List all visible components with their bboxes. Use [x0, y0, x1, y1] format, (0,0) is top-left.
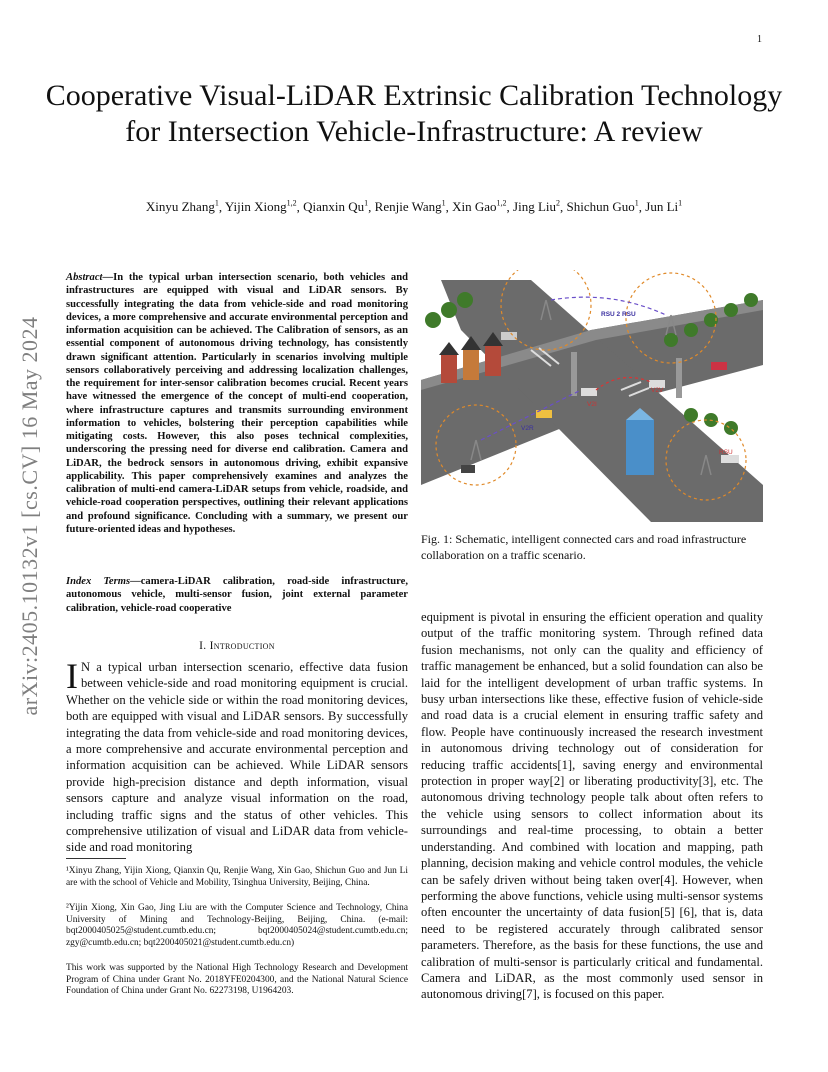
footnote-affiliation-2: ²Yijin Xiong, Xin Gao, Jing Liu are with the Computer Science and Technology, China University of Mining and Technology-Beijing, Beijing, China. (e-mail: bqt2000405025@student.cumtb.edu.cn; bqt2000405024@student.cumtb.edu.cn; zgy@cumtb.edu.cn; bqt2200405021@student.cumtb.edu.cn) — [66, 903, 408, 948]
footnote-affiliation-1: ¹Xinyu Zhang, Yijin Xiong, Qianxin Qu, Renjie Wang, Xin Gao, Shichun Guo and Jun Li are with the school of Vehicle and Mobility, Tsinghua University, Beijing, China. — [66, 866, 408, 888]
author-affiliation-mark: 2 — [556, 199, 561, 208]
author-affiliation-mark: 1 — [214, 199, 219, 208]
section-heading: I. Introduction — [199, 640, 275, 652]
car-icon — [711, 362, 727, 370]
index-terms-label: Index Terms — [66, 576, 131, 587]
author-affiliation-mark: 1 — [634, 199, 639, 208]
author-list: Xinyu Zhang$^1$, Yijin Xiong$^{1,2}$, Qianxin Qu$^1$, Renjie Wang$^1$, Xin Gao$^{1,2}$, Jing Liu$^2$, Shichun Guo$^1$, Jun Li$^1$ — [145, 199, 683, 215]
page-number: 1 — [757, 34, 762, 45]
author-name: Shichun Guo$^1$ — [566, 199, 639, 215]
right-column-text: equipment is pivotal in ensuring the efficient operation and quality output of the traffic monitoring system. Through refined data fusion mechanisms, not only can the quality and efficiency of traffic management be enhanced, but a solid foundation can also be laid for the intelligent development of urban traffic systems. In busy urban intersections like these, effective fusion of vehicle-side and road data is a crucial element in ensuring traffic safety and flow. People have continuously increased the research investment in autonomous driving technology out of consideration for reducing traffic accidents[1], saving energy and environmental protection in proper way[2] or liberating productivity[3], etc. The autonomous driving technology people talk about often refers to the vehicle using sensors to collect information about its surroundings and real-time processing, to obtain a better understanding. And combined with location and mapping, path planning, decision making and vehicle control modules, the vehicle can be safely driven without being taken over[4]. However, when performing the above functions, vehicle using multi-sensor systems often encounter the uncertainty of data fusion[5] [6], that is, data need to be registered accurately through calibrated sensor parameters. Therefore, as the basis for these functions, the use and calibration of multi-sensor is particularly critical and fundamental. Camera and LiDAR, as the most commonly used sensor in autonomous driving[7], is focused on this paper. — [421, 610, 763, 1002]
label-v2r: V2R — [521, 425, 534, 432]
author-name: Jing Liu$^2$ — [513, 199, 561, 215]
author-name: Qianxin Qu$^1$ — [303, 199, 369, 215]
figure-caption: Fig. 1: Schematic, intelligent connected cars and road infrastructure collaboration on a traffic scenario. — [421, 532, 747, 562]
arxiv-identifier: arXiv:2405.10132v1 [cs.CV] 16 May 2024 — [17, 316, 42, 716]
figure-traffic-scenario — [421, 270, 763, 522]
abstract-text: —In the typical urban intersection scenario, both vehicles and infrastructures are equipped with visual and LiDAR sensors. By successfully integrating the data from vehicle-side and road monitoring devices, a more comprehensive and accurate environmental perception and information acquisition can be achieved. The Calibration of sensors, as an essential component of autonomous driving technology, has consistently drawn significant attention. Particularly in scenarios involving multiple sensors collaboratively perceiving and addressing localization challenges, the requirement for inter-sensor calibration becomes crucial. Recent years have witnessed the emergence of the concept of multi-end cooperation, where infrastructure captures and transmits surrounding environment information to vehicles, bolstering their perception capabilities while mitigating costs. However, this also poses technical complexities, underscoring the pressing need for diverse end calibration. Camera and LiDAR, the bedrock sensors in autonomous driving, exhibit expansive applicability. This paper comprehensively examines and analyzes the calibration of multi-end camera-LiDAR setups from vehicle, roadside, and vehicle-road cooperation perspectives, outlining their relevant applications and profound significance. Concluding with a summary, we present our future-oriented ideas and hypotheses. — [66, 272, 408, 535]
author-affiliation-mark: 1 — [678, 199, 683, 208]
author-affiliation-mark: 1,2 — [286, 199, 297, 208]
drop-cap: I — [66, 656, 78, 696]
author-affiliation-mark: 1 — [364, 199, 369, 208]
author-name: Xin Gao$^{1,2}$ — [452, 199, 507, 215]
car-icon — [721, 455, 739, 463]
label-rsu2rsu: RSU 2 RSU — [601, 311, 636, 318]
index-terms — [66, 575, 408, 615]
author-affiliation-mark: 1 — [441, 199, 446, 208]
abstract-label: Abstract — [66, 272, 103, 283]
abstract — [66, 271, 408, 536]
car-icon — [581, 388, 597, 396]
label-v2v: V2V — [651, 387, 664, 394]
author-name: Xinyu Zhang$^1$ — [145, 199, 219, 215]
intro-paragraph — [66, 656, 408, 856]
footnote-rule — [66, 858, 126, 859]
author-affiliation-mark: 1,2 — [496, 199, 507, 208]
author-name: Jun Li$^1$ — [645, 199, 683, 215]
author-name: Yijin Xiong$^{1,2}$ — [224, 199, 297, 215]
author-name: Renjie Wang$^1$ — [374, 199, 446, 215]
intro-text: N a typical urban intersection scenario, effective data fusion between vehicle-side and road monitoring equipment is crucial. Whether on the vehicle side or within the road monitoring devices, both are equipped with visual and LiDAR sensors. By successfully integrating the data from vehicle-side and road monitoring devices, a more comprehensive and accurate environmental perception and information acquisition can be achieved. While LiDAR sensors provide high-precision distance and depth information, visual sensors capture and analyze visual information on the road, including traffic signs and the status of other vehicles. This comprehensive utilization of visual and LiDAR data from vehicle-side and road monitoring — [66, 660, 408, 855]
index-terms-text: —camera-LiDAR calibration, road-side infrastructure, autonomous vehicle, multi-sensor fusion, joint external parameter calibration, vehicle-road cooperative — [66, 576, 408, 614]
paper-title: Cooperative Visual-LiDAR Extrinsic Calibration Technology for Intersection Vehicle-Infrastructure: A review — [45, 79, 783, 148]
label-rsu: RSU — [719, 449, 733, 456]
footnote-funding: This work was supported by the National High Technology Research and Development Program of China under Grant No. 2018YFE0204300, and the National Natural Science Foundation of China under Grant No. 62273198, U1964203. — [66, 963, 408, 997]
label-v2i: V2I — [587, 401, 597, 408]
car-icon — [461, 465, 475, 473]
car-icon — [501, 332, 517, 340]
arxiv-sidebar — [12, 276, 48, 756]
